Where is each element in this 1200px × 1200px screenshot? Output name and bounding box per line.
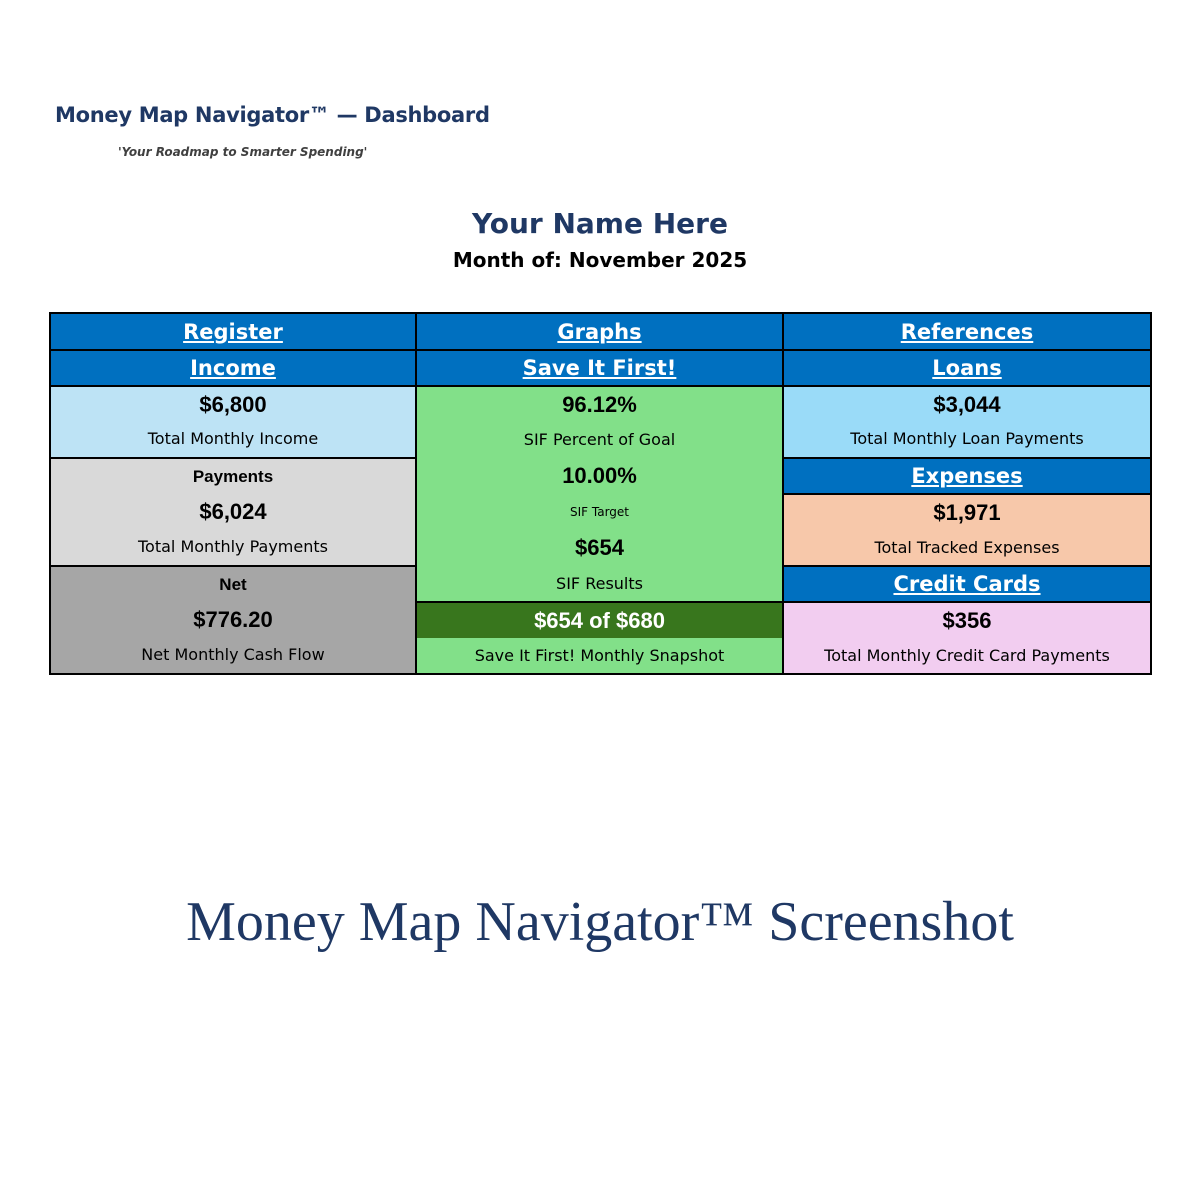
references-link[interactable]: References xyxy=(784,314,1150,349)
net-heading: Net xyxy=(219,575,247,594)
loans-link[interactable]: Loans xyxy=(784,351,1150,385)
net-label: Net Monthly Cash Flow xyxy=(141,645,325,664)
credit-cards-value: $356 xyxy=(942,608,992,633)
payments-value: $6,024 xyxy=(199,499,267,524)
income-card xyxy=(51,387,415,457)
sif-target-label: SIF Target xyxy=(570,505,629,519)
loans-label: Total Monthly Loan Payments xyxy=(850,429,1084,448)
expenses-value: $1,971 xyxy=(933,500,1001,525)
income-value: $6,800 xyxy=(199,392,267,417)
sif-percent-label: SIF Percent of Goal xyxy=(523,430,676,449)
sif-results-value: $654 xyxy=(575,535,624,560)
sif-snapshot-value: $654 of $680 xyxy=(417,603,782,638)
app-tagline: 'Your Roadmap to Smarter Spending' xyxy=(118,145,368,159)
expenses-label: Total Tracked Expenses xyxy=(874,538,1060,557)
income-link[interactable]: Income xyxy=(51,351,415,385)
sif-snapshot-label: Save It First! Monthly Snapshot xyxy=(417,638,782,673)
screenshot-caption: Money Map Navigator™ Screenshot xyxy=(186,891,1014,953)
net-card xyxy=(51,567,415,673)
credit-cards-card xyxy=(784,603,1150,673)
expenses-link[interactable]: Expenses xyxy=(784,459,1150,493)
expenses-card xyxy=(784,495,1150,565)
sif-results-label: SIF Results xyxy=(556,574,643,593)
register-link[interactable]: Register xyxy=(51,314,415,349)
payments-heading: Payments xyxy=(192,467,274,486)
dashboard-grid xyxy=(49,312,1152,675)
payments-label: Total Monthly Payments xyxy=(138,537,328,556)
credit-cards-link[interactable]: Credit Cards xyxy=(784,567,1150,601)
payments-card xyxy=(51,459,415,565)
credit-cards-label: Total Monthly Credit Card Payments xyxy=(824,646,1110,665)
income-label: Total Monthly Income xyxy=(147,429,319,448)
save-it-first-link[interactable]: Save It First! xyxy=(417,351,782,385)
save-it-first-card xyxy=(417,387,782,601)
net-value: $776.20 xyxy=(193,607,273,632)
month-label: Month of: November 2025 xyxy=(452,248,748,272)
user-name: Your Name Here xyxy=(472,207,728,240)
graphs-link[interactable]: Graphs xyxy=(417,314,782,349)
sif-percent-value: 96.12% xyxy=(562,392,637,417)
loans-value: $3,044 xyxy=(933,392,1001,417)
app-title: Money Map Navigator™ — Dashboard xyxy=(55,103,490,127)
loans-card xyxy=(784,387,1150,457)
sif-target-value: 10.00% xyxy=(562,463,637,488)
